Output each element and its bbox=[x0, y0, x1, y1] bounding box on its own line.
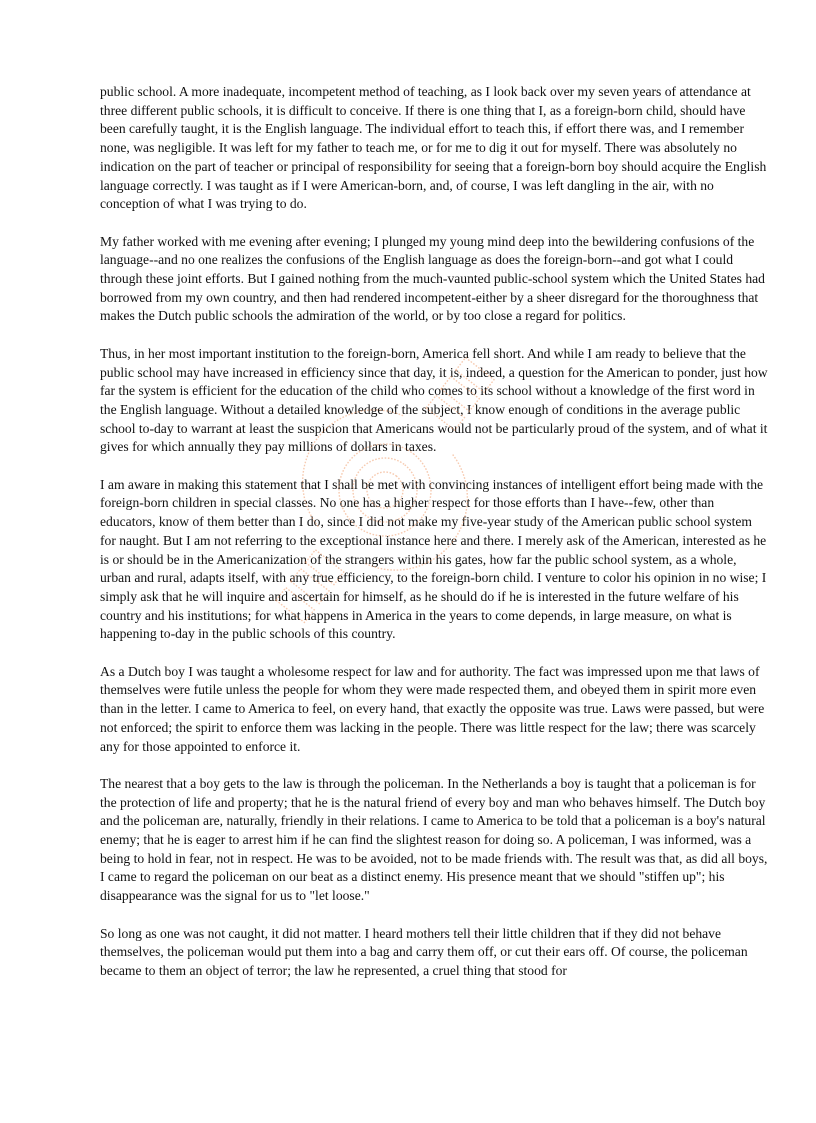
paragraph: I am aware in making this statement that I shall be met with convincing instances of intelligent effort being made with the foreign-born children in special classes. No one has a higher respect for those efforts than I have--few, other than educators, know of them better than I do, since I did not make my five-year study of the American public school system for naught. But I am not referring to the exceptional instance here and there. I merely ask of the American, interested as he is or should be in the Americanization of the strangers within his gates, how far the public school system, as a whole, urban and rural, adapts itself, with any true efficiency, to the foreign-born child. I venture to color his opinion in no wise; I simply ask that he will inquire and ascertain for himself, as he should do if he is interested in the future welfare of his country and his institutions; for what happens in America in the years to come depends, in large measure, on what is happening to-day in the public schools of this country. bbox=[100, 476, 767, 642]
paragraph: public school. A more inadequate, incompetent method of teaching, as I look back over my seven years of attendance at three different public schools, it is difficult to conceive. If there is one thing that I, as a foreign-born child, should have been carefully taught, it is the English language. The individual effort to teach this, if effort there was, and I remember none, was negligible. It was left for my father to teach me, or for me to dig it out for myself. There was absolutely no indication on the part of teacher or principal of responsibility for seeing that a foreign-born boy should acquire the English language correctly. I was taught as if I were American-born, and, of course, I was left dangling in the air, with no conception of what I was trying to do. bbox=[100, 84, 767, 212]
paragraph: So long as one was not caught, it did not matter. I heard mothers tell their little children that if they did not behave themselves, the policeman would put them into a bag and carry them off, or cut their ears off. Of course, the policeman became to them an object of terror; the law he represented, a cruel thing that stood for bbox=[100, 925, 748, 978]
paragraph: Thus, in her most important institution to the foreign-born, America fell short. And while I am ready to believe that the public school may have increased in efficiency since that day, it is, indeed, a question for the American to ponder, just how far the system is efficient for the education of the child who comes to its school without a knowledge of the first word in the English language. Without a detailed knowledge of the subject, I know enough of conditions in the average public school to-day to warrant at least the suspicion that Americans would not be particularly proud of the system, and of what it gives for which annually they pay millions of dollars in taxes. bbox=[100, 345, 768, 455]
paragraph: The nearest that a boy gets to the law is through the policeman. In the Netherlands a boy is taught that a policeman is for the protection of life and property; that he is the natural friend of every boy and man who behaves himself. The Dutch boy and the policeman are, naturally, friendly in their relations. I came to America to be told that a policeman is a boy's natural enemy; that he is eager to arrest him if he can find the slightest reason for doing so. A policeman, I was informed, was a being to hold in fear, not in respect. He was to be avoided, not to be made friends with. The result was that, as did all boys, I came to regard the policeman on our beat as a distinct enemy. His presence meant that we should "stiffen up"; his disappearance was the signal for us to "let loose." bbox=[100, 775, 768, 904]
paragraph: My father worked with me evening after evening; I plunged my young mind deep into the bewildering confusions of the language--and no one realizes the confusions of the English language as does the foreign-born--and got what I could through these joint efforts. But I gained nothing from the much-vaunted public-school system which the United States had borrowed from my own country, and then had rendered incompetent-either by a sheer disregard for the thoroughness that makes the Dutch public schools the admiration of the world, or by too close a regard for politics. bbox=[100, 233, 765, 324]
document-body bbox=[100, 83, 768, 981]
paragraph: As a Dutch boy I was taught a wholesome respect for law and for authority. The fact was impressed upon me that laws of themselves were futile unless the people for whom they were made respected them, and obeyed them in spirit more even than in the letter. I came to America to feel, on every hand, that exactly the opposite was true. Laws were passed, but were not enforced; the spirit to enforce them was lacking in the people. There was little respect for the law; there was scarcely any for those appointed to enforce it. bbox=[100, 663, 765, 754]
